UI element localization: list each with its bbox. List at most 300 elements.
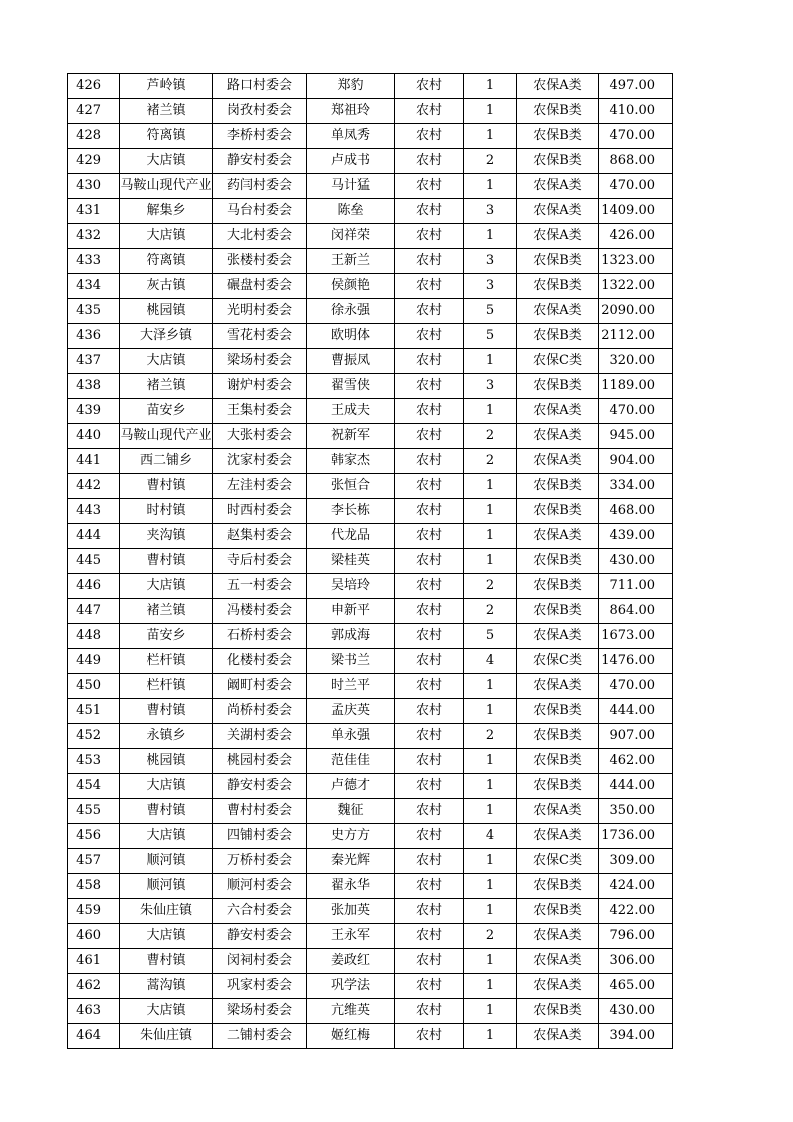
row-number-cell: 445 xyxy=(68,549,120,574)
amount-cell: 444.00 xyxy=(599,774,673,799)
village-committee-cell: 光明村委会 xyxy=(213,299,307,324)
name-cell: 秦光辉 xyxy=(307,849,395,874)
name-cell: 张恒合 xyxy=(307,474,395,499)
insurance-category-cell: 农保C类 xyxy=(517,849,599,874)
row-number-cell: 464 xyxy=(68,1024,120,1049)
insurance-category-cell: 农保B类 xyxy=(517,549,599,574)
insurance-category-cell: 农保A类 xyxy=(517,824,599,849)
row-number-cell: 427 xyxy=(68,99,120,124)
row-number-cell: 433 xyxy=(68,249,120,274)
insurance-category-cell: 农保A类 xyxy=(517,224,599,249)
area-type-cell: 农村 xyxy=(395,674,464,699)
town-cell: 大店镇 xyxy=(120,224,213,249)
household-count-cell: 2 xyxy=(464,599,517,624)
town-cell: 大店镇 xyxy=(120,824,213,849)
insurance-category-cell: 农保A类 xyxy=(517,1024,599,1049)
village-committee-cell: 冯楼村委会 xyxy=(213,599,307,624)
table-row xyxy=(68,149,673,174)
table-row xyxy=(68,299,673,324)
name-cell: 时兰平 xyxy=(307,674,395,699)
village-committee-cell: 曹村村委会 xyxy=(213,799,307,824)
village-committee-cell: 李桥村委会 xyxy=(213,124,307,149)
table-row xyxy=(68,799,673,824)
amount-cell: 439.00 xyxy=(599,524,673,549)
household-count-cell: 3 xyxy=(464,249,517,274)
area-type-cell: 农村 xyxy=(395,299,464,324)
insurance-category-cell: 农保A类 xyxy=(517,424,599,449)
table-row xyxy=(68,649,673,674)
table-row xyxy=(68,824,673,849)
insurance-category-cell: 农保B类 xyxy=(517,774,599,799)
household-count-cell: 1 xyxy=(464,774,517,799)
insurance-category-cell: 农保B类 xyxy=(517,599,599,624)
household-count-cell: 1 xyxy=(464,74,517,99)
table-row xyxy=(68,849,673,874)
insurance-category-cell: 农保A类 xyxy=(517,799,599,824)
amount-cell: 945.00 xyxy=(599,424,673,449)
household-count-cell: 2 xyxy=(464,449,517,474)
table-row xyxy=(68,174,673,199)
household-count-cell: 1 xyxy=(464,399,517,424)
name-cell: 范佳佳 xyxy=(307,749,395,774)
town-cell: 褚兰镇 xyxy=(120,599,213,624)
insurance-category-cell: 农保B类 xyxy=(517,474,599,499)
row-number-cell: 457 xyxy=(68,849,120,874)
town-cell: 大店镇 xyxy=(120,774,213,799)
household-count-cell: 1 xyxy=(464,674,517,699)
area-type-cell: 农村 xyxy=(395,149,464,174)
table-row xyxy=(68,399,673,424)
row-number-cell: 448 xyxy=(68,624,120,649)
insurance-category-cell: 农保A类 xyxy=(517,674,599,699)
area-type-cell: 农村 xyxy=(395,374,464,399)
name-cell: 徐永强 xyxy=(307,299,395,324)
row-number-cell: 463 xyxy=(68,999,120,1024)
household-count-cell: 1 xyxy=(464,174,517,199)
village-committee-cell: 赵集村委会 xyxy=(213,524,307,549)
town-cell: 马鞍山现代产业 xyxy=(120,424,213,449)
insurance-category-cell: 农保C类 xyxy=(517,649,599,674)
area-type-cell: 农村 xyxy=(395,724,464,749)
insurance-category-cell: 农保A类 xyxy=(517,624,599,649)
village-committee-cell: 张楼村委会 xyxy=(213,249,307,274)
insurance-category-cell: 农保B类 xyxy=(517,999,599,1024)
town-cell: 褚兰镇 xyxy=(120,374,213,399)
town-cell: 桃园镇 xyxy=(120,749,213,774)
village-committee-cell: 关湖村委会 xyxy=(213,724,307,749)
household-count-cell: 1 xyxy=(464,974,517,999)
town-cell: 栏杆镇 xyxy=(120,649,213,674)
amount-cell: 1673.00 xyxy=(599,624,673,649)
row-number-cell: 437 xyxy=(68,349,120,374)
amount-cell: 868.00 xyxy=(599,149,673,174)
name-cell: 郭成海 xyxy=(307,624,395,649)
table-row xyxy=(68,449,673,474)
household-count-cell: 1 xyxy=(464,699,517,724)
insurance-category-cell: 农保B类 xyxy=(517,574,599,599)
area-type-cell: 农村 xyxy=(395,924,464,949)
table-row xyxy=(68,724,673,749)
amount-cell: 470.00 xyxy=(599,124,673,149)
insurance-category-cell: 农保B类 xyxy=(517,324,599,349)
town-cell: 顺河镇 xyxy=(120,874,213,899)
row-number-cell: 430 xyxy=(68,174,120,199)
table-row xyxy=(68,774,673,799)
name-cell: 史方方 xyxy=(307,824,395,849)
insurance-category-cell: 农保B类 xyxy=(517,499,599,524)
amount-cell: 1322.00 xyxy=(599,274,673,299)
area-type-cell: 农村 xyxy=(395,124,464,149)
village-committee-cell: 药闫村委会 xyxy=(213,174,307,199)
amount-cell: 470.00 xyxy=(599,674,673,699)
amount-cell: 410.00 xyxy=(599,99,673,124)
amount-cell: 907.00 xyxy=(599,724,673,749)
amount-cell: 904.00 xyxy=(599,449,673,474)
household-count-cell: 2 xyxy=(464,149,517,174)
household-count-cell: 5 xyxy=(464,324,517,349)
insurance-category-cell: 农保B类 xyxy=(517,724,599,749)
town-cell: 大店镇 xyxy=(120,574,213,599)
household-count-cell: 3 xyxy=(464,274,517,299)
household-count-cell: 1 xyxy=(464,849,517,874)
town-cell: 灰古镇 xyxy=(120,274,213,299)
name-cell: 马计猛 xyxy=(307,174,395,199)
area-type-cell: 农村 xyxy=(395,324,464,349)
row-number-cell: 444 xyxy=(68,524,120,549)
household-count-cell: 1 xyxy=(464,799,517,824)
village-committee-cell: 梁场村委会 xyxy=(213,349,307,374)
village-committee-cell: 静安村委会 xyxy=(213,774,307,799)
area-type-cell: 农村 xyxy=(395,224,464,249)
insurance-category-cell: 农保A类 xyxy=(517,924,599,949)
area-type-cell: 农村 xyxy=(395,99,464,124)
amount-cell: 424.00 xyxy=(599,874,673,899)
name-cell: 闵祥荣 xyxy=(307,224,395,249)
area-type-cell: 农村 xyxy=(395,449,464,474)
insurance-category-cell: 农保A类 xyxy=(517,299,599,324)
row-number-cell: 462 xyxy=(68,974,120,999)
area-type-cell: 农村 xyxy=(395,1024,464,1049)
insurance-category-cell: 农保A类 xyxy=(517,949,599,974)
village-committee-cell: 化楼村委会 xyxy=(213,649,307,674)
name-cell: 郑祖玲 xyxy=(307,99,395,124)
household-count-cell: 1 xyxy=(464,124,517,149)
insurance-category-cell: 农保B类 xyxy=(517,149,599,174)
table-row xyxy=(68,349,673,374)
insurance-category-cell: 农保B类 xyxy=(517,124,599,149)
insurance-category-cell: 农保B类 xyxy=(517,99,599,124)
household-count-cell: 1 xyxy=(464,1024,517,1049)
row-number-cell: 451 xyxy=(68,699,120,724)
table-row xyxy=(68,974,673,999)
town-cell: 解集乡 xyxy=(120,199,213,224)
town-cell: 西二铺乡 xyxy=(120,449,213,474)
village-committee-cell: 碾盘村委会 xyxy=(213,274,307,299)
village-committee-cell: 五一村委会 xyxy=(213,574,307,599)
name-cell: 王成夫 xyxy=(307,399,395,424)
area-type-cell: 农村 xyxy=(395,199,464,224)
amount-cell: 470.00 xyxy=(599,399,673,424)
insurance-category-cell: 农保A类 xyxy=(517,74,599,99)
area-type-cell: 农村 xyxy=(395,749,464,774)
table-row xyxy=(68,374,673,399)
row-number-cell: 453 xyxy=(68,749,120,774)
table-row xyxy=(68,899,673,924)
town-cell: 苗安乡 xyxy=(120,399,213,424)
area-type-cell: 农村 xyxy=(395,624,464,649)
household-count-cell: 4 xyxy=(464,824,517,849)
insurance-category-cell: 农保B类 xyxy=(517,749,599,774)
amount-cell: 320.00 xyxy=(599,349,673,374)
table-row xyxy=(68,224,673,249)
village-committee-cell: 左洼村委会 xyxy=(213,474,307,499)
village-committee-cell: 岗孜村委会 xyxy=(213,99,307,124)
town-cell: 朱仙庄镇 xyxy=(120,899,213,924)
area-type-cell: 农村 xyxy=(395,349,464,374)
amount-cell: 1189.00 xyxy=(599,374,673,399)
row-number-cell: 460 xyxy=(68,924,120,949)
name-cell: 姬红梅 xyxy=(307,1024,395,1049)
row-number-cell: 432 xyxy=(68,224,120,249)
town-cell: 蒿沟镇 xyxy=(120,974,213,999)
name-cell: 梁书兰 xyxy=(307,649,395,674)
area-type-cell: 农村 xyxy=(395,424,464,449)
row-number-cell: 438 xyxy=(68,374,120,399)
area-type-cell: 农村 xyxy=(395,249,464,274)
town-cell: 曹村镇 xyxy=(120,549,213,574)
name-cell: 翟永华 xyxy=(307,874,395,899)
area-type-cell: 农村 xyxy=(395,599,464,624)
name-cell: 王永军 xyxy=(307,924,395,949)
village-committee-cell: 二铺村委会 xyxy=(213,1024,307,1049)
area-type-cell: 农村 xyxy=(395,874,464,899)
area-type-cell: 农村 xyxy=(395,974,464,999)
amount-cell: 497.00 xyxy=(599,74,673,99)
town-cell: 朱仙庄镇 xyxy=(120,1024,213,1049)
name-cell: 欧明体 xyxy=(307,324,395,349)
area-type-cell: 农村 xyxy=(395,949,464,974)
name-cell: 魏征 xyxy=(307,799,395,824)
amount-cell: 430.00 xyxy=(599,999,673,1024)
area-type-cell: 农村 xyxy=(395,699,464,724)
amount-cell: 1476.00 xyxy=(599,649,673,674)
row-number-cell: 429 xyxy=(68,149,120,174)
household-count-cell: 1 xyxy=(464,349,517,374)
household-count-cell: 1 xyxy=(464,524,517,549)
village-committee-cell: 大北村委会 xyxy=(213,224,307,249)
town-cell: 褚兰镇 xyxy=(120,99,213,124)
household-count-cell: 1 xyxy=(464,499,517,524)
insurance-category-cell: 农保B类 xyxy=(517,374,599,399)
amount-cell: 422.00 xyxy=(599,899,673,924)
household-count-cell: 5 xyxy=(464,624,517,649)
household-count-cell: 1 xyxy=(464,949,517,974)
town-cell: 顺河镇 xyxy=(120,849,213,874)
row-number-cell: 428 xyxy=(68,124,120,149)
town-cell: 曹村镇 xyxy=(120,949,213,974)
amount-cell: 1323.00 xyxy=(599,249,673,274)
amount-cell: 462.00 xyxy=(599,749,673,774)
insurance-category-cell: 农保B类 xyxy=(517,899,599,924)
table-row xyxy=(68,74,673,99)
amount-cell: 306.00 xyxy=(599,949,673,974)
table-row xyxy=(68,949,673,974)
name-cell: 申新平 xyxy=(307,599,395,624)
village-committee-cell: 谢炉村委会 xyxy=(213,374,307,399)
name-cell: 卢成书 xyxy=(307,149,395,174)
table-row xyxy=(68,599,673,624)
village-committee-cell: 尚桥村委会 xyxy=(213,699,307,724)
insurance-category-cell: 农保B类 xyxy=(517,874,599,899)
table-row xyxy=(68,674,673,699)
area-type-cell: 农村 xyxy=(395,274,464,299)
row-number-cell: 431 xyxy=(68,199,120,224)
village-committee-cell: 石桥村委会 xyxy=(213,624,307,649)
household-count-cell: 2 xyxy=(464,924,517,949)
insurance-category-cell: 农保C类 xyxy=(517,349,599,374)
table-row xyxy=(68,1024,673,1049)
amount-cell: 2112.00 xyxy=(599,324,673,349)
insurance-category-cell: 农保A类 xyxy=(517,974,599,999)
amount-cell: 468.00 xyxy=(599,499,673,524)
insurance-category-cell: 农保A类 xyxy=(517,449,599,474)
village-committee-cell: 桃园村委会 xyxy=(213,749,307,774)
area-type-cell: 农村 xyxy=(395,74,464,99)
amount-cell: 1409.00 xyxy=(599,199,673,224)
amount-cell: 394.00 xyxy=(599,1024,673,1049)
household-count-cell: 3 xyxy=(464,199,517,224)
village-committee-cell: 马台村委会 xyxy=(213,199,307,224)
town-cell: 马鞍山现代产业 xyxy=(120,174,213,199)
row-number-cell: 426 xyxy=(68,74,120,99)
name-cell: 单凤秀 xyxy=(307,124,395,149)
town-cell: 栏杆镇 xyxy=(120,674,213,699)
town-cell: 桃园镇 xyxy=(120,299,213,324)
household-count-cell: 2 xyxy=(464,424,517,449)
amount-cell: 796.00 xyxy=(599,924,673,949)
row-number-cell: 461 xyxy=(68,949,120,974)
table-row xyxy=(68,549,673,574)
town-cell: 大泽乡镇 xyxy=(120,324,213,349)
table-row xyxy=(68,474,673,499)
area-type-cell: 农村 xyxy=(395,799,464,824)
village-committee-cell: 雪花村委会 xyxy=(213,324,307,349)
name-cell: 梁桂英 xyxy=(307,549,395,574)
village-committee-cell: 六合村委会 xyxy=(213,899,307,924)
name-cell: 代龙品 xyxy=(307,524,395,549)
row-number-cell: 454 xyxy=(68,774,120,799)
row-number-cell: 440 xyxy=(68,424,120,449)
town-cell: 苗安乡 xyxy=(120,624,213,649)
amount-cell: 444.00 xyxy=(599,699,673,724)
village-committee-cell: 大张村委会 xyxy=(213,424,307,449)
row-number-cell: 450 xyxy=(68,674,120,699)
table-row xyxy=(68,699,673,724)
amount-cell: 2090.00 xyxy=(599,299,673,324)
village-committee-cell: 万桥村委会 xyxy=(213,849,307,874)
insurance-category-cell: 农保A类 xyxy=(517,524,599,549)
name-cell: 祝新军 xyxy=(307,424,395,449)
row-number-cell: 441 xyxy=(68,449,120,474)
table-row xyxy=(68,749,673,774)
row-number-cell: 452 xyxy=(68,724,120,749)
insurance-category-cell: 农保B类 xyxy=(517,249,599,274)
row-number-cell: 459 xyxy=(68,899,120,924)
amount-cell: 465.00 xyxy=(599,974,673,999)
village-committee-cell: 巩家村委会 xyxy=(213,974,307,999)
row-number-cell: 458 xyxy=(68,874,120,899)
amount-cell: 334.00 xyxy=(599,474,673,499)
village-committee-cell: 顺河村委会 xyxy=(213,874,307,899)
amount-cell: 430.00 xyxy=(599,549,673,574)
village-committee-cell: 时西村委会 xyxy=(213,499,307,524)
name-cell: 巩学法 xyxy=(307,974,395,999)
table-row xyxy=(68,574,673,599)
name-cell: 孟庆英 xyxy=(307,699,395,724)
household-count-cell: 3 xyxy=(464,374,517,399)
town-cell: 时村镇 xyxy=(120,499,213,524)
village-committee-cell: 梁场村委会 xyxy=(213,999,307,1024)
town-cell: 永镇乡 xyxy=(120,724,213,749)
household-count-cell: 1 xyxy=(464,999,517,1024)
area-type-cell: 农村 xyxy=(395,824,464,849)
name-cell: 侯颜艳 xyxy=(307,274,395,299)
town-cell: 符离镇 xyxy=(120,124,213,149)
table-row xyxy=(68,499,673,524)
village-committee-cell: 路口村委会 xyxy=(213,74,307,99)
name-cell: 曹振凤 xyxy=(307,349,395,374)
area-type-cell: 农村 xyxy=(395,399,464,424)
amount-cell: 470.00 xyxy=(599,174,673,199)
village-committee-cell: 静安村委会 xyxy=(213,149,307,174)
table-row xyxy=(68,624,673,649)
insurance-category-cell: 农保B类 xyxy=(517,274,599,299)
village-committee-cell: 寺后村委会 xyxy=(213,549,307,574)
town-cell: 夹沟镇 xyxy=(120,524,213,549)
row-number-cell: 449 xyxy=(68,649,120,674)
village-committee-cell: 闵祠村委会 xyxy=(213,949,307,974)
row-number-cell: 436 xyxy=(68,324,120,349)
amount-cell: 864.00 xyxy=(599,599,673,624)
row-number-cell: 456 xyxy=(68,824,120,849)
household-count-cell: 1 xyxy=(464,474,517,499)
insurance-category-cell: 农保A类 xyxy=(517,399,599,424)
amount-cell: 350.00 xyxy=(599,799,673,824)
row-number-cell: 439 xyxy=(68,399,120,424)
area-type-cell: 农村 xyxy=(395,649,464,674)
insurance-category-cell: 农保A类 xyxy=(517,174,599,199)
row-number-cell: 434 xyxy=(68,274,120,299)
name-cell: 吴培玲 xyxy=(307,574,395,599)
row-number-cell: 443 xyxy=(68,499,120,524)
table-row xyxy=(68,324,673,349)
amount-cell: 1736.00 xyxy=(599,824,673,849)
village-committee-cell: 沈家村委会 xyxy=(213,449,307,474)
household-count-cell: 5 xyxy=(464,299,517,324)
household-count-cell: 1 xyxy=(464,224,517,249)
village-committee-cell: 王集村委会 xyxy=(213,399,307,424)
name-cell: 翟雪侠 xyxy=(307,374,395,399)
town-cell: 曹村镇 xyxy=(120,799,213,824)
village-committee-cell: 静安村委会 xyxy=(213,924,307,949)
name-cell: 亢维英 xyxy=(307,999,395,1024)
name-cell: 郑豹 xyxy=(307,74,395,99)
area-type-cell: 农村 xyxy=(395,474,464,499)
name-cell: 李长栋 xyxy=(307,499,395,524)
town-cell: 曹村镇 xyxy=(120,474,213,499)
row-number-cell: 446 xyxy=(68,574,120,599)
area-type-cell: 农村 xyxy=(395,174,464,199)
